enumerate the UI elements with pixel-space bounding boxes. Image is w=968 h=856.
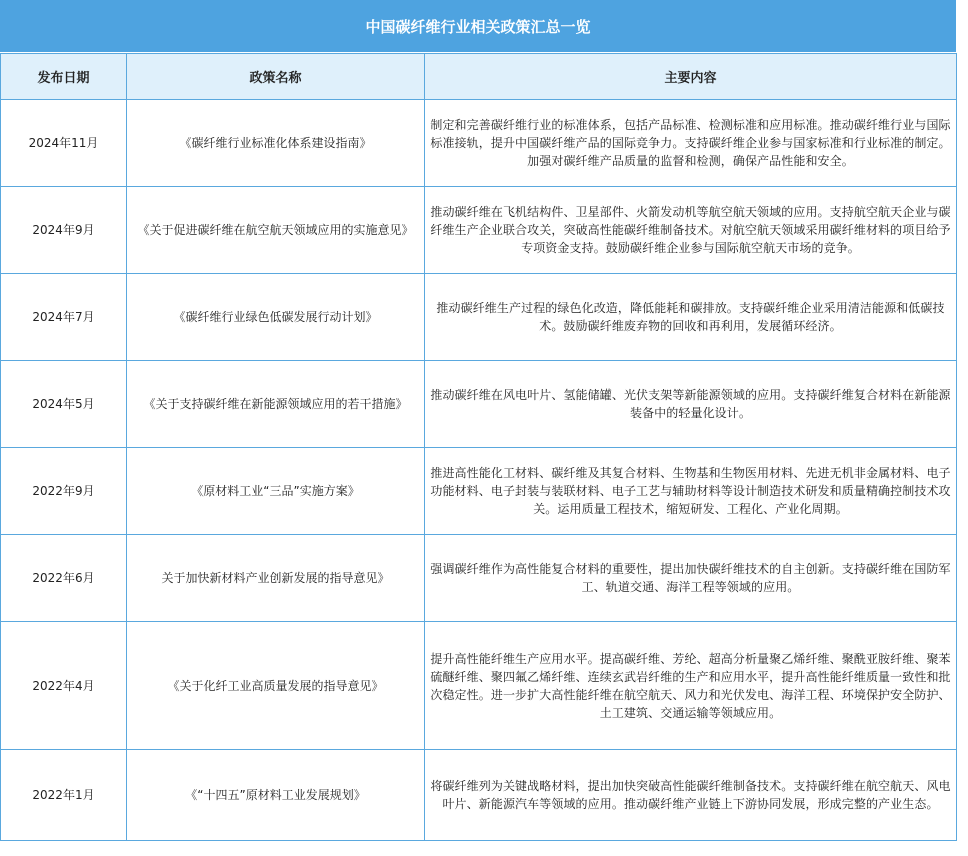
header-content: 主要内容 [425, 54, 957, 100]
cell-policy-name: 《“十四五”原材料工业发展规划》 [127, 750, 425, 841]
cell-policy-name: 《原材料工业“三品”实施方案》 [127, 448, 425, 535]
cell-policy-name: 关于加快新材料产业创新发展的指导意见》 [127, 535, 425, 622]
cell-policy-name: 《碳纤维行业标准化体系建设指南》 [127, 100, 425, 187]
cell-content: 推动碳纤维生产过程的绿色化改造，降低能耗和碳排放。支持碳纤维企业采用清洁能源和低碳技术。鼓励碳纤维废弃物的回收和再利用，发展循环经济。 [425, 274, 957, 361]
header-name: 政策名称 [127, 54, 425, 100]
cell-date: 2024年7月 [1, 274, 127, 361]
table-row [1, 622, 957, 750]
cell-policy-name: 《关于促进碳纤维在航空航天领域应用的实施意见》 [127, 187, 425, 274]
cell-date: 2022年1月 [1, 750, 127, 841]
header-date: 发布日期 [1, 54, 127, 100]
table-row [1, 750, 957, 841]
table-row [1, 100, 957, 187]
cell-policy-name: 《关于支持碳纤维在新能源领域应用的若干措施》 [127, 361, 425, 448]
table-row [1, 448, 957, 535]
table-row [1, 274, 957, 361]
cell-content: 推动碳纤维在风电叶片、氢能储罐、光伏支架等新能源领域的应用。支持碳纤维复合材料在新能源装备中的轻量化设计。 [425, 361, 957, 448]
table-row [1, 535, 957, 622]
cell-content: 推动碳纤维在飞机结构件、卫星部件、火箭发动机等航空航天领域的应用。支持航空航天企业与碳纤维生产企业联合攻关，突破高性能碳纤维制备技术。对航空航天领域采用碳纤维材料的项目给予专项资金支持。鼓励碳纤维企业参与国际航空航天市场的竞争。 [425, 187, 957, 274]
table-title: 中国碳纤维行业相关政策汇总一览 [0, 0, 956, 53]
cell-policy-name: 《关于化纤工业高质量发展的指导意见》 [127, 622, 425, 750]
cell-content: 提升高性能纤维生产应用水平。提高碳纤维、芳纶、超高分析量聚乙烯纤维、聚酰亚胺纤维、聚苯硫醚纤维、聚四氟乙烯纤维、连续玄武岩纤维的生产和应用水平，提升高性能纤维质量一致性和批次稳定性。进一步扩大高性能纤维在航空航天、风力和光伏发电、海洋工程、环境保护安全防护、土工建筑、交通运输等领域应用。 [425, 622, 957, 750]
cell-date: 2022年6月 [1, 535, 127, 622]
cell-content: 推进高性能化工材料、碳纤维及其复合材料、生物基和生物医用材料、先进无机非金属材料、电子功能材料、电子封装与装联材料、电子工艺与辅助材料等设计制造技术研发和质量精确控制技术攻关。运用质量工程技术，缩短研发、工程化、产业化周期。 [425, 448, 957, 535]
cell-policy-name: 《碳纤维行业绿色低碳发展行动计划》 [127, 274, 425, 361]
cell-date: 2022年9月 [1, 448, 127, 535]
cell-content: 强调碳纤维作为高性能复合材料的重要性，提出加快碳纤维技术的自主创新。支持碳纤维在国防军工、轨道交通、海洋工程等领域的应用。 [425, 535, 957, 622]
cell-date: 2024年11月 [1, 100, 127, 187]
cell-date: 2022年4月 [1, 622, 127, 750]
table-row [1, 361, 957, 448]
policy-table [0, 53, 957, 841]
cell-content: 制定和完善碳纤维行业的标准体系，包括产品标准、检测标准和应用标准。推动碳纤维行业与国际标准接轨，提升中国碳纤维产品的国际竞争力。支持碳纤维企业参与国家标准和行业标准的制定。加强对碳纤维产品质量的监督和检测，确保产品性能和安全。 [425, 100, 957, 187]
cell-content: 将碳纤维列为关键战略材料，提出加快突破高性能碳纤维制备技术。支持碳纤维在航空航天、风电叶片、新能源汽车等领域的应用。推动碳纤维产业链上下游协同发展，形成完整的产业生态。 [425, 750, 957, 841]
header-row [1, 54, 957, 100]
cell-date: 2024年9月 [1, 187, 127, 274]
cell-date: 2024年5月 [1, 361, 127, 448]
table-row [1, 187, 957, 274]
